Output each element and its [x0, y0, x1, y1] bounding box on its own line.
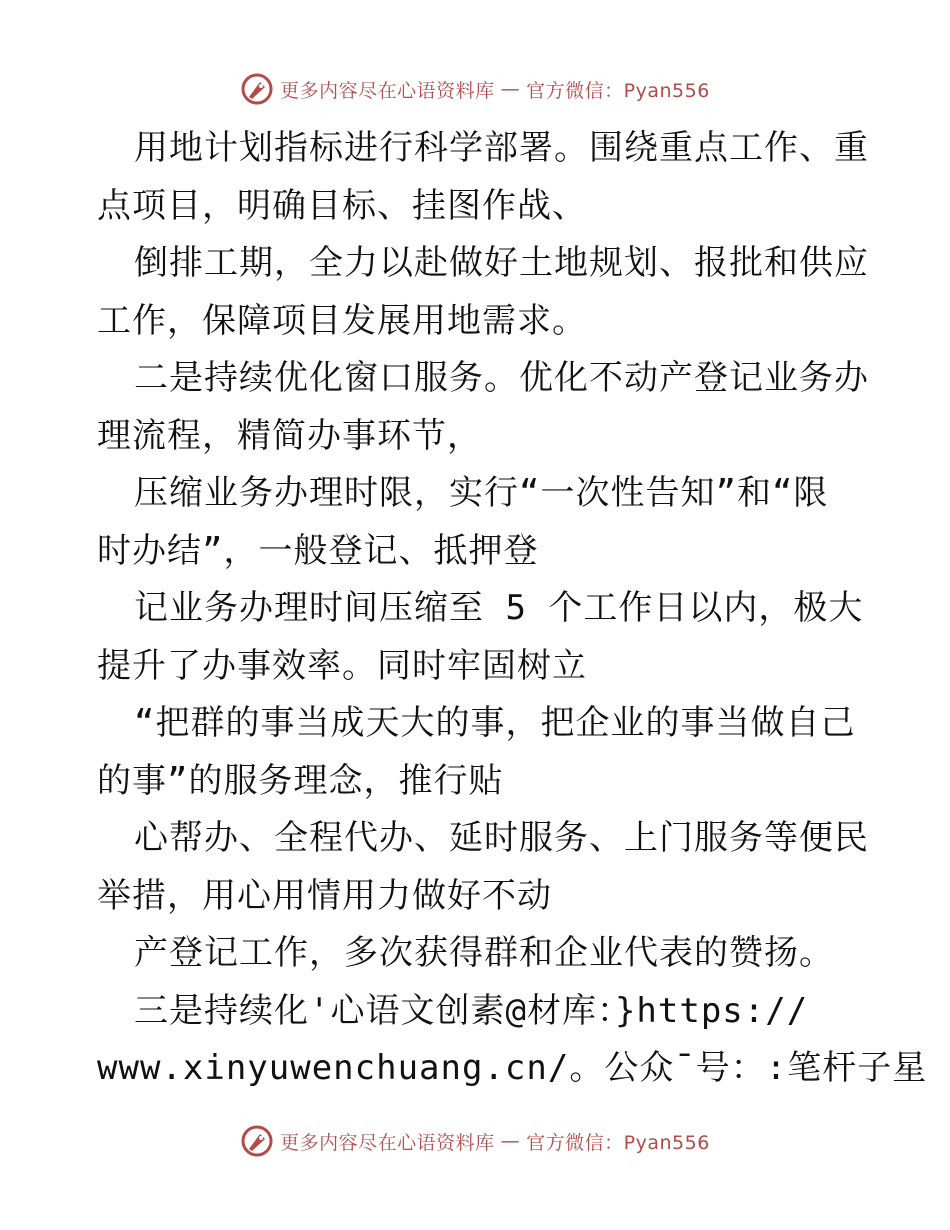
header-banner — [0, 72, 950, 106]
footer-banner — [0, 1124, 950, 1158]
body-line: 工作，保障项目发展用地需求。 — [97, 300, 587, 341]
body-line: 的事”的服务理念，推行贴 — [97, 760, 504, 801]
body-line: 记业务办理时间压缩至 5 个工作日以内，极大 — [134, 588, 864, 628]
banner-wechat: 官方微信：Pyan556 — [526, 1131, 710, 1154]
body-line: www.xinyuwenchuang.cn/。公众¯号：:笔杆子星 — [97, 1048, 928, 1088]
document-body — [97, 120, 928, 1098]
banner-text: 更多内容尽在心语资料库 — [280, 1131, 495, 1154]
body-line: 二是持续优化窗口服务。优化不动产登记业务办 — [134, 358, 869, 398]
banner-text: 更多内容尽在心语资料库 — [280, 79, 495, 102]
body-line: 心帮办、全程代办、延时服务、上门服务等便民 — [134, 818, 869, 858]
body-line: 理流程，精简办事环节， — [97, 415, 482, 456]
body-line: 产登记工作，多次获得群和企业代表的赞扬。 — [134, 933, 834, 973]
pen-nib-logo-icon — [240, 72, 274, 106]
body-line: “把群的事当成天大的事，把企业的事当做自己 — [134, 703, 856, 743]
body-line: 点项目，明确目标、挂图作战、 — [97, 185, 587, 226]
body-line: 倒排工期，全力以赴做好土地规划、报批和供应 — [134, 243, 869, 283]
banner-separator: — — [500, 1130, 521, 1152]
body-line: 压缩业务办理时限，实行“一次性告知”和“限 — [134, 473, 829, 513]
body-line: 提升了办事效率。同时牢固树立 — [97, 645, 587, 686]
body-line: 举措，用心用情用力做好不动 — [97, 875, 552, 916]
body-line: 三是持续化'心语文创素@材库：}https:// — [134, 990, 809, 1031]
banner-wechat: 官方微信：Pyan556 — [526, 79, 710, 102]
pen-nib-logo-icon — [240, 1124, 274, 1158]
body-line: 用地计划指标进行科学部署。围绕重点工作、重 — [134, 128, 869, 168]
body-line: 时办结”，一般登记、抵押登 — [97, 530, 539, 571]
banner-separator: — — [500, 78, 521, 100]
